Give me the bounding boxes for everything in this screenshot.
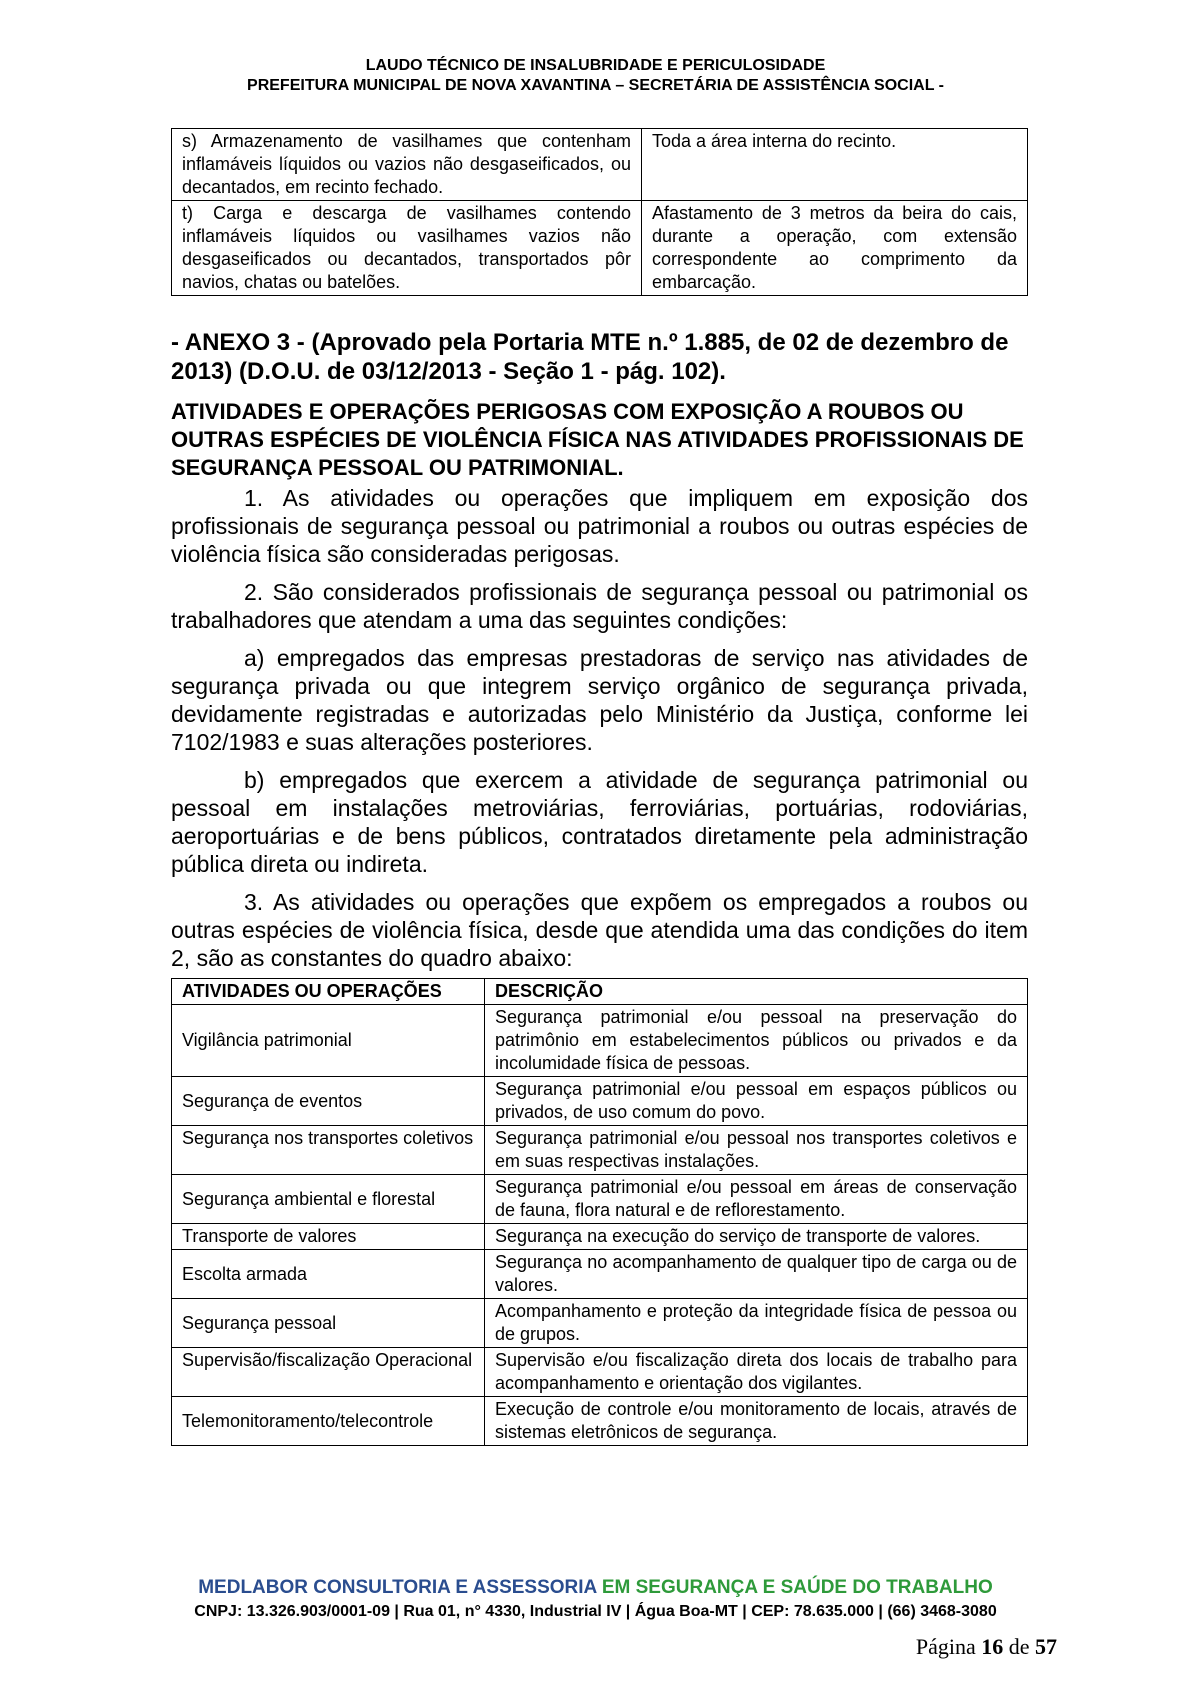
activity-cell: Segurança de eventos — [172, 1077, 485, 1126]
table-row — [172, 1397, 1028, 1446]
description-cell: Supervisão e/ou fiscalização direta dos locais de trabalho para acompanhamento e orientação dos vigilantes. — [485, 1348, 1028, 1397]
security-activities-table — [171, 978, 1028, 1446]
footer-company — [0, 1576, 1191, 1600]
table-row — [172, 1175, 1028, 1224]
activity-cell: Vigilância patrimonial — [172, 1005, 485, 1077]
footer-address: CNPJ: 13.326.903/0001-09 | Rua 01, n° 4330, Industrial IV | Água Boa-MT | CEP: 78.635.000 | (66) 3468-3080 — [194, 1603, 997, 1620]
table-row — [172, 1126, 1028, 1175]
area-cell: Afastamento de 3 metros da beira do cais, durante a operação, com extensão correspondente ao comprimento da embarcação. — [642, 201, 1028, 296]
document-header — [0, 56, 1191, 96]
flammables-table — [171, 128, 1028, 296]
header-subtitle: PREFEITURA MUNICIPAL DE NOVA XAVANTINA – SECRETÁRIA DE ASSISTÊNCIA SOCIAL - — [247, 77, 944, 94]
page-label: Página — [915, 1634, 976, 1659]
description-cell: Execução de controle e/ou monitoramento de locais, através de sistemas eletrônicos de segurança. — [485, 1397, 1028, 1446]
activity-cell: Transporte de valores — [172, 1224, 485, 1250]
footer-company-area: EM SEGURANÇA E SAÚDE DO TRABALHO — [601, 1577, 993, 1598]
activity-cell: Escolta armada — [172, 1250, 485, 1299]
description-cell: Segurança patrimonial e/ou pessoal na preservação do patrimônio em estabelecimentos públicos ou privados e da incolumidade física de pessoas. — [485, 1005, 1028, 1077]
description-cell: Segurança patrimonial e/ou pessoal em áreas de conservação de fauna, flora natural e de reflorestamento. — [485, 1175, 1028, 1224]
document-footer — [0, 1576, 1191, 1622]
paragraph-1: 1. As atividades ou operações que impliquem em exposição dos profissionais de segurança pessoal ou patrimonial a roubos ou outras espécies de violência física são consideradas perigosas. — [171, 485, 1028, 567]
page-current: 16 — [981, 1634, 1004, 1659]
table-row — [172, 1005, 1028, 1077]
table-row — [172, 201, 1028, 296]
paragraph-b: b) empregados que exercem a atividade de segurança patrimonial ou pessoal em instalações metroviárias, ferroviárias, portuárias, rodoviárias, aeroportuárias e de bens públicos, contratados diretamente pela administração pública direta ou indireta. — [171, 767, 1028, 877]
table-row — [172, 1299, 1028, 1348]
activity-cell: Segurança nos transportes coletivos — [172, 1126, 485, 1175]
activity-cell: Telemonitoramento/telecontrole — [172, 1397, 485, 1446]
paragraph-a: a) empregados das empresas prestadoras de serviço nas atividades de segurança privada ou que integrem serviço orgânico de segurança privada, devidamente registradas e autorizadas pelo Ministério da Justiça, conforme lei 7102/1983 e suas alterações posteriores. — [171, 645, 1028, 755]
footer-company-name: MEDLABOR CONSULTORIA E ASSESSORIA — [198, 1577, 597, 1598]
column-header-description: DESCRIÇÃO — [485, 979, 1028, 1005]
table-row — [172, 1077, 1028, 1126]
paragraph-2: 2. São considerados profissionais de segurança pessoal ou patrimonial os trabalhadores que atendam a uma das seguintes condições: — [171, 579, 1028, 633]
table-row — [172, 1250, 1028, 1299]
page-number — [916, 1634, 1057, 1660]
anexo-heading: - ANEXO 3 - (Aprovado pela Portaria MTE n.º 1.885, de 02 de dezembro de 2013) (D.O.U. de 03/12/2013 - Seção 1 - pág. 102). — [171, 329, 1009, 385]
activity-cell: t) Carga e descarga de vasilhames contendo inflamáveis líquidos ou vasilhames vazios não desgaseificados ou decantados, transportados pôr navios, chatas ou batelões. — [172, 201, 642, 296]
description-cell: Segurança no acompanhamento de qualquer tipo de carga ou de valores. — [485, 1250, 1028, 1299]
description-cell: Segurança patrimonial e/ou pessoal em espaços públicos ou privados, de uso comum do povo. — [485, 1077, 1028, 1126]
activity-cell: s) Armazenamento de vasilhames que contenham inflamáveis líquidos ou vazios não desgaseificados, ou decantados, em recinto fechado. — [172, 129, 642, 201]
activity-cell: Segurança pessoal — [172, 1299, 485, 1348]
paragraph-3: 3. As atividades ou operações que expõem os empregados a roubos ou outras espécies de violência física, desde que atendida uma das condições do item 2, são as constantes do quadro abaixo: — [171, 889, 1028, 971]
description-cell: Segurança patrimonial e/ou pessoal nos transportes coletivos e em suas respectivas instalações. — [485, 1126, 1028, 1175]
description-cell: Acompanhamento e proteção da integridade física de pessoa ou de grupos. — [485, 1299, 1028, 1348]
document-body — [171, 128, 1028, 1446]
table-row — [172, 129, 1028, 201]
page-of: de — [1008, 1634, 1030, 1659]
header-title: LAUDO TÉCNICO DE INSALUBRIDADE E PERICULOSIDADE — [365, 57, 826, 74]
table-header-row — [172, 979, 1028, 1005]
area-cell: Toda a área interna do recinto. — [642, 129, 1028, 201]
table-row — [172, 1348, 1028, 1397]
activity-cell: Segurança ambiental e florestal — [172, 1175, 485, 1224]
section-title: ATIVIDADES E OPERAÇÕES PERIGOSAS COM EXPOSIÇÃO A ROUBOS OU OUTRAS ESPÉCIES DE VIOLÊNCIA FÍSICA NAS ATIVIDADES PROFISSIONAIS DE SEGURANÇA PESSOAL OU PATRIMONIAL. — [171, 399, 1024, 480]
column-header-activities: ATIVIDADES OU OPERAÇÕES — [172, 979, 485, 1005]
activity-cell: Supervisão/fiscalização Operacional — [172, 1348, 485, 1397]
description-cell: Segurança na execução do serviço de transporte de valores. — [485, 1224, 1028, 1250]
table-row — [172, 1224, 1028, 1250]
page-total: 57 — [1035, 1634, 1057, 1659]
